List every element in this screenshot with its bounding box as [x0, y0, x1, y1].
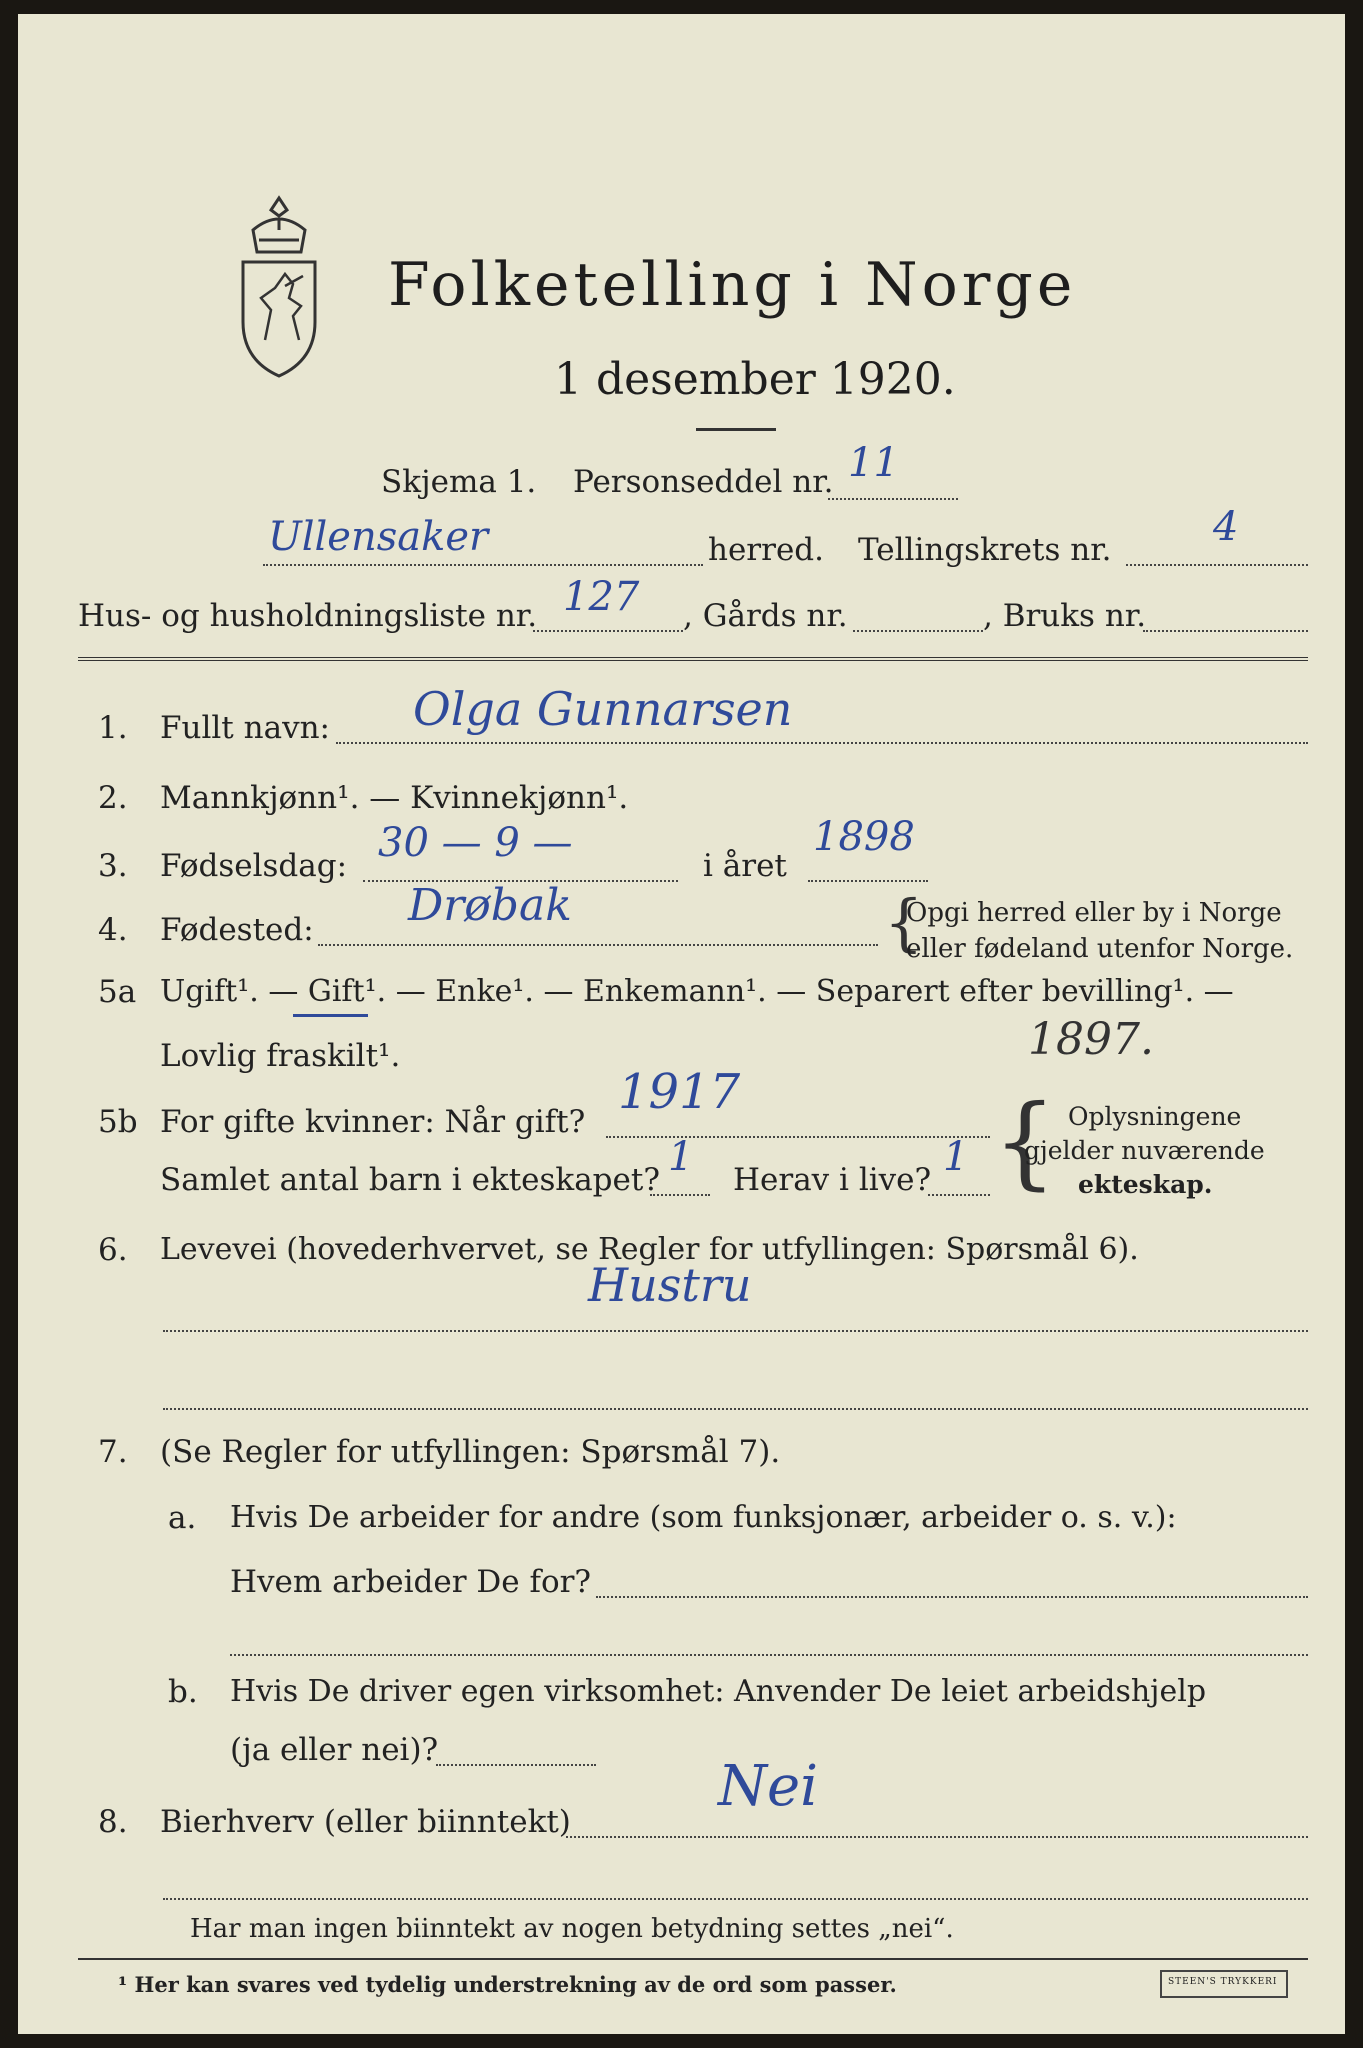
personseddel-line [828, 498, 958, 500]
personseddel-label: Personseddel nr. [573, 464, 834, 500]
q3-year-line [808, 880, 928, 882]
q7a-label-2: Hvem arbeider De for? [230, 1564, 592, 1600]
q5b-alive-label: Herav i live? [733, 1162, 932, 1198]
q4-note-1: Opgi herred eller by i Norge [906, 898, 1282, 928]
q8-value: Nei [718, 1754, 819, 1819]
q7a-letter: a. [168, 1500, 197, 1536]
q5a-label-2: Lovlig fraskilt¹. [160, 1038, 401, 1074]
q4-note-2: eller fødeland utenfor Norge. [906, 934, 1294, 964]
norway-coat-of-arms-icon [223, 190, 335, 380]
q5b-line [606, 1136, 990, 1138]
q4-value: Drøbak [408, 880, 572, 931]
q2-label: Mannkjønn¹. — Kvinnekjønn¹. [160, 780, 629, 816]
q3-year-label: i året [703, 848, 787, 884]
husliste-line [533, 630, 683, 632]
q5a-gift-underline [293, 1014, 368, 1017]
q4-note-brace: { [884, 886, 924, 959]
header-divider [78, 654, 1308, 661]
q7a-label: Hvis De arbeider for andre (som funksjonær, arbeider o. s. v.): [230, 1500, 1177, 1535]
q1-label: Fullt navn: [160, 710, 330, 746]
q8-line [566, 1836, 1308, 1838]
q5b-label: For gifte kvinner: Når gift? [160, 1104, 586, 1140]
herred-line [263, 564, 703, 566]
q7b-label-2: (ja eller nei)? [230, 1732, 439, 1768]
q1-value: Olga Gunnarsen [413, 682, 793, 736]
tellingskrets-line [1126, 564, 1308, 566]
q1-line [336, 742, 1308, 744]
q8-line-2 [163, 1898, 1308, 1900]
q4-label: Fødested: [160, 912, 314, 948]
q6-line-1 [163, 1330, 1308, 1332]
q7b-line [436, 1764, 596, 1766]
skjema-label: Skjema 1. [381, 464, 537, 500]
q7b-label: Hvis De driver egen virksomhet: Anvender De leiet arbeidshjelp [230, 1674, 1207, 1709]
q5b-note-3: ekteskap. [1078, 1170, 1213, 1199]
q3-label: Fødselsdag: [160, 848, 348, 884]
q6-label: Levevei (hovederhvervet, se Regler for utfyllingen: Spørsmål 6). [160, 1232, 1139, 1267]
footnote: ¹ Her kan svares ved tydelig understrekning av de ord som passer. [118, 1972, 897, 1997]
gards-line [853, 630, 983, 632]
q8-note: Har man ingen biinntekt av nogen betydning settes „nei“. [190, 1914, 954, 1944]
q1-number: 1. [98, 710, 128, 746]
printer-stamp [1160, 1970, 1288, 1998]
q5b-note-1: Oplysningene [1068, 1102, 1242, 1131]
q3-value: 30 — 9 — [378, 820, 573, 866]
q5b-alive-value: 1 [943, 1134, 969, 1180]
q5a-number: 5a [98, 974, 137, 1010]
q3-number: 3. [98, 848, 128, 884]
q5a-margin-note: 1897. [1028, 1014, 1154, 1065]
q2-number: 2. [98, 780, 128, 816]
tellingskrets-label: Tellingskrets nr. [858, 532, 1112, 568]
herred-label: herred. [708, 532, 824, 568]
q7a-line-2 [230, 1654, 1308, 1656]
q6-line-2 [163, 1408, 1308, 1410]
q7-label: (Se Regler for utfyllingen: Spørsmål 7). [160, 1434, 781, 1470]
q6-value: Hustru [588, 1258, 752, 1312]
q5b-children-label: Samlet antal barn i ekteskapet? [160, 1162, 660, 1198]
personseddel-value: 11 [848, 440, 899, 486]
q5b-note-brace: { [993, 1083, 1057, 1200]
q8-label: Bierhverv (eller biinntekt) [160, 1804, 571, 1840]
herred-value: Ullensaker [268, 514, 489, 560]
q3-year-value: 1898 [813, 814, 915, 860]
form-title: Folketelling i Norge [388, 250, 1077, 320]
husliste-value: 127 [563, 574, 640, 620]
q8-number: 8. [98, 1804, 128, 1840]
q5a-label: Ugift¹. — Gift¹. — Enke¹. — Enkemann¹. — Separert efter bevilling¹. — [160, 974, 1234, 1009]
q5b-number: 5b [98, 1104, 138, 1140]
printer-stamp-text: STEEN'S TRYKKERI [1168, 1977, 1278, 1987]
q7a-line [596, 1596, 1308, 1598]
q6-number: 6. [98, 1232, 128, 1268]
q5b-alive-line [928, 1194, 990, 1196]
husliste-label: Hus- og husholdningsliste nr. [78, 598, 538, 634]
q5b-children-line [650, 1194, 710, 1196]
gards-label: , Gårds nr. [683, 598, 848, 634]
footnote-divider [78, 1958, 1308, 1960]
tellingskrets-value: 4 [1213, 504, 1239, 550]
census-form [18, 14, 1345, 2034]
q5b-value: 1917 [618, 1064, 741, 1120]
q5b-children-value: 1 [668, 1134, 694, 1180]
form-date: 1 desember 1920. [554, 354, 956, 405]
q7b-letter: b. [168, 1674, 198, 1710]
q4-line [318, 944, 878, 946]
q5b-note-2: gjelder nuværende [1024, 1136, 1265, 1165]
bruks-label: , Bruks nr. [983, 598, 1147, 634]
q7-number: 7. [98, 1434, 128, 1470]
q4-number: 4. [98, 912, 128, 948]
bruks-line [1143, 630, 1308, 632]
title-divider [696, 428, 776, 431]
